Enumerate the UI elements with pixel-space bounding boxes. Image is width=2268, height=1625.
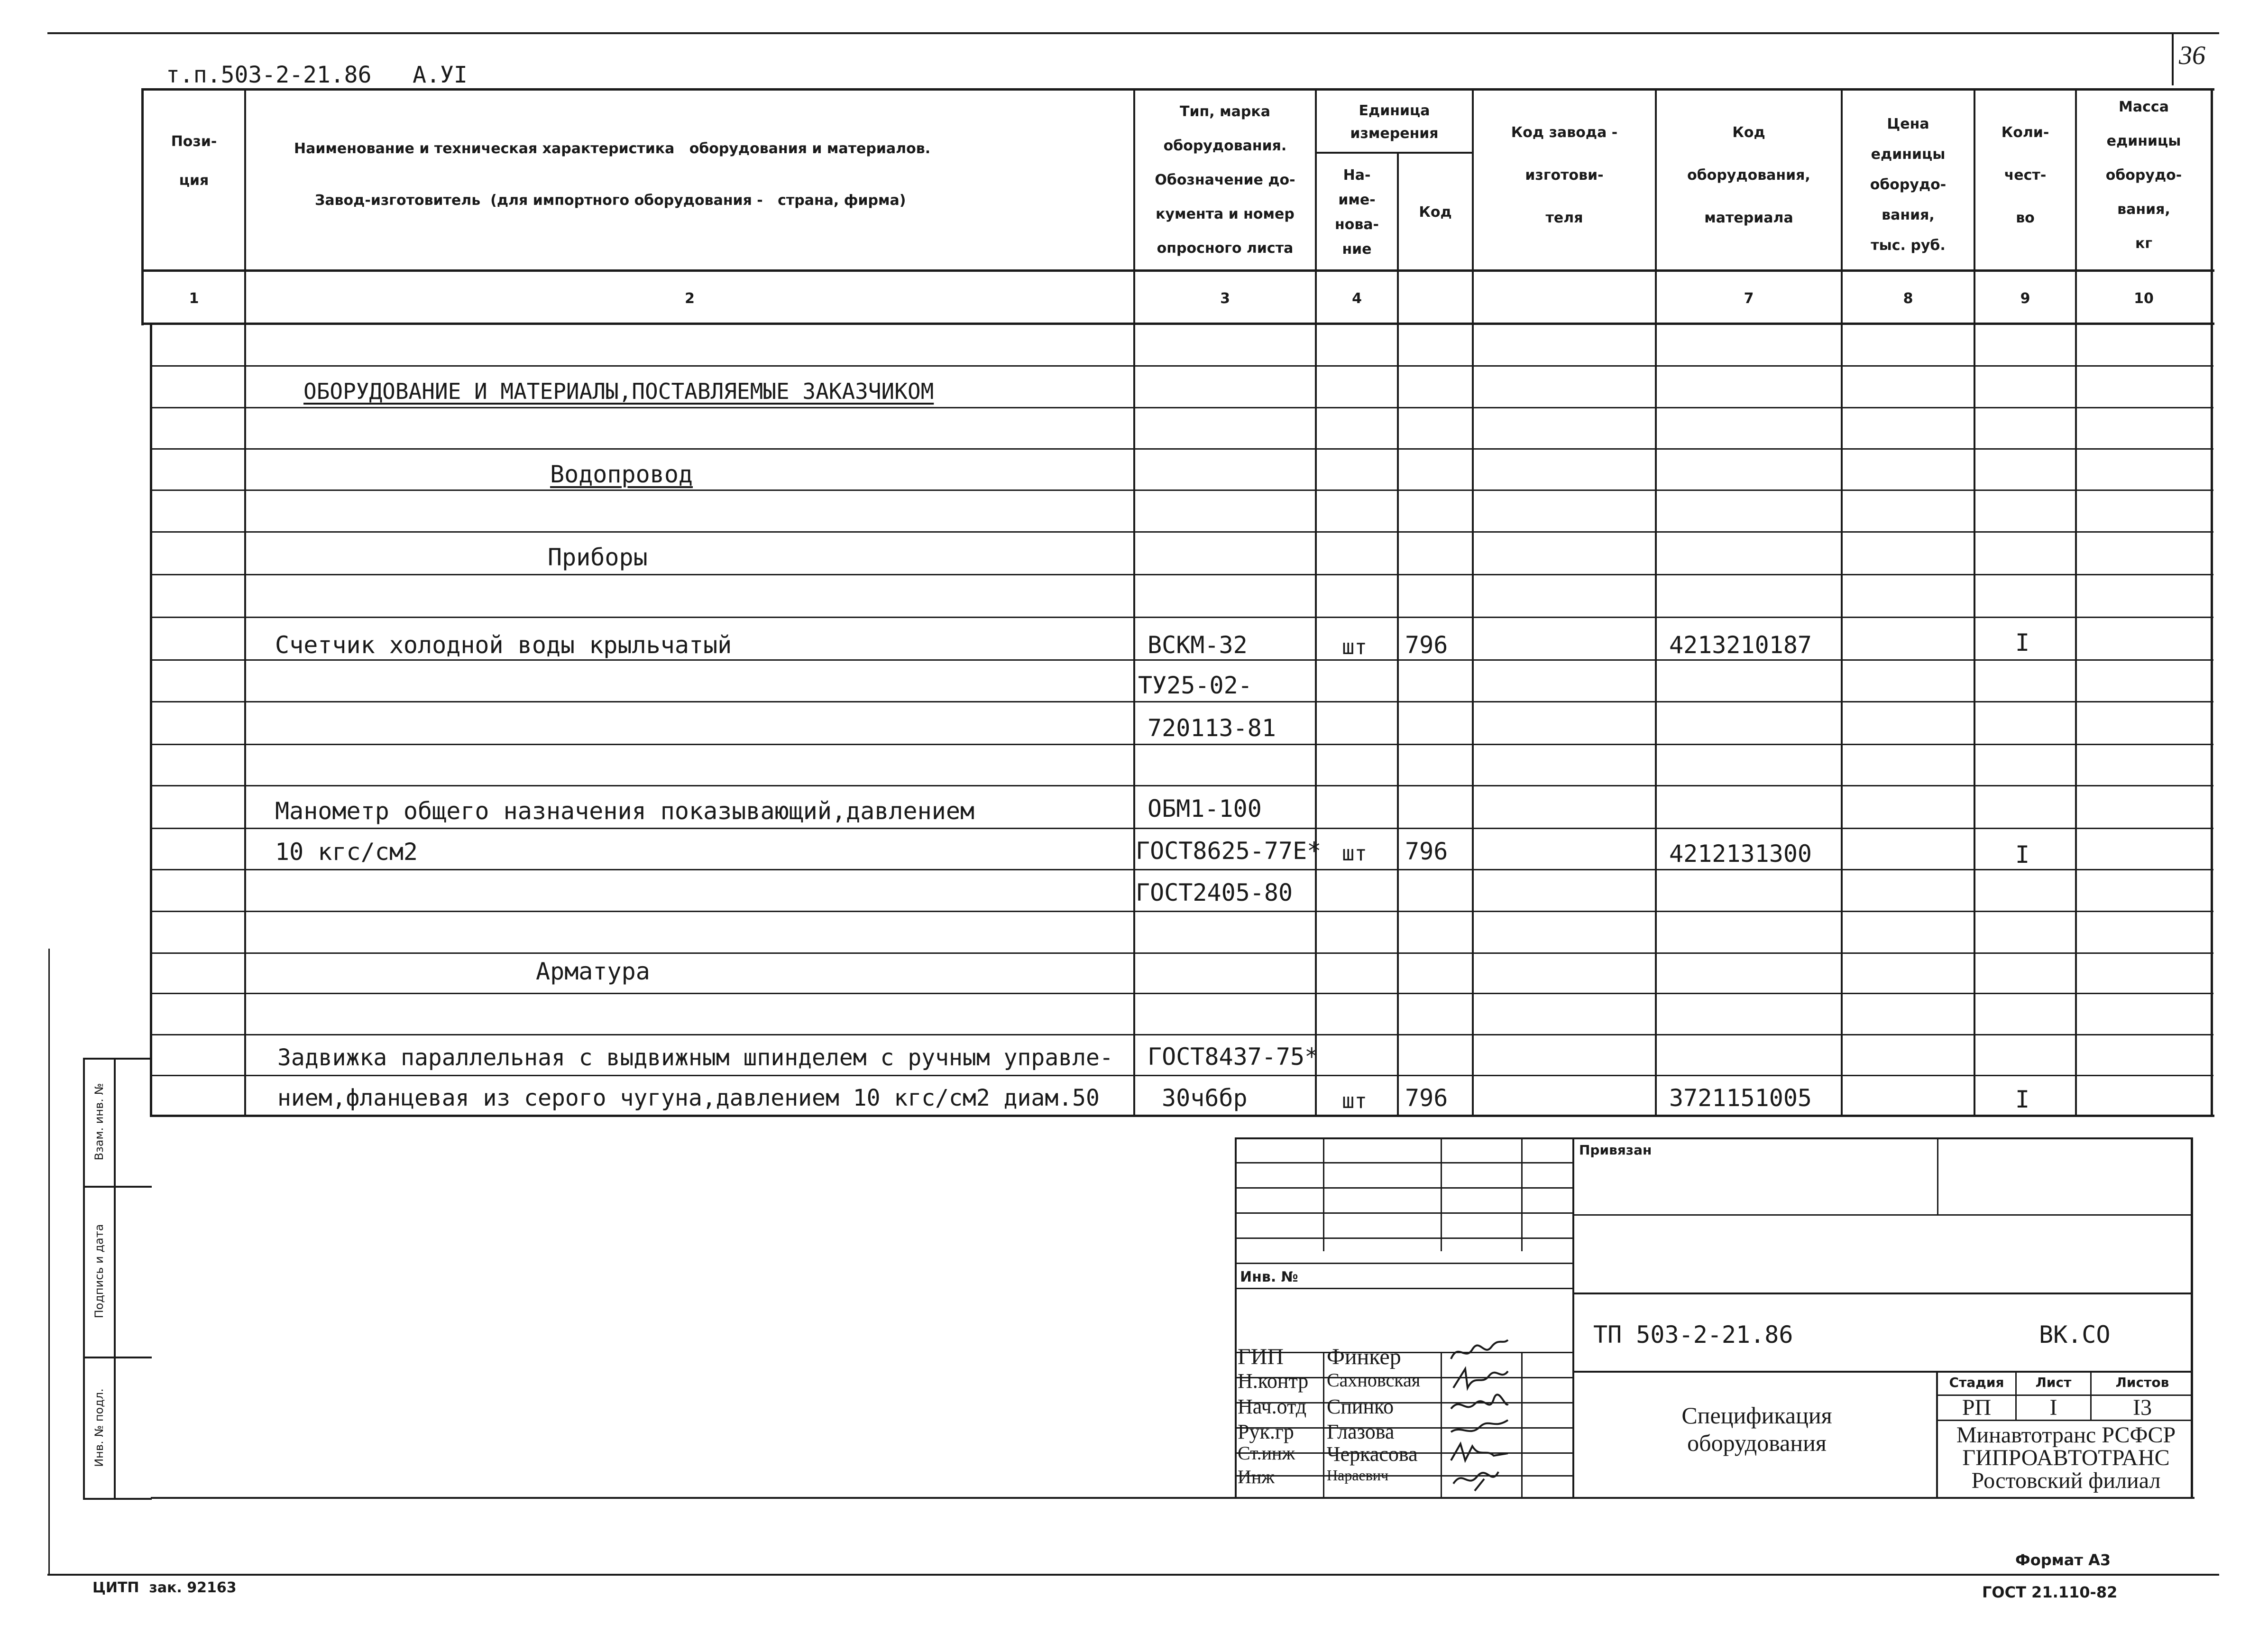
project-code: ТП 503-2-21.86 (1593, 1321, 1793, 1348)
sheets-label: Листов (2115, 1375, 2169, 1390)
header-mass: Масса единицы оборудо- вания, кг (2105, 99, 2182, 252)
bottom-border-line (47, 1574, 2219, 1576)
item-equipment-code: 4213210187 (1669, 631, 1812, 659)
person-name: Финкер (1327, 1344, 1401, 1369)
organization-line: Минавтотранс РСФСР (1956, 1422, 2176, 1448)
role-label: Рук.гр (1238, 1420, 1294, 1443)
item-name: Задвижка параллельная с выдвижным шпинделем с ручным управле- (277, 1044, 1113, 1071)
role-label: Н.контр (1238, 1369, 1309, 1393)
header-price: Цена единицы оборудо- вания, тыс. руб. (1870, 116, 1947, 254)
sheet-label: Лист (2035, 1375, 2072, 1390)
column-number: 4 (1352, 290, 1362, 307)
sheet-value: I (2049, 1395, 2057, 1420)
stamp-replace-inv: Взам. инв. № (92, 1083, 106, 1161)
header-plant-code: Код завода - изготови- теля (1511, 124, 1618, 226)
item-type: ГОСТ2405-80 (1136, 879, 1293, 906)
header-name-line2: Завод-изготовитель (для импортного оборудования - страна, фирма) (315, 192, 906, 209)
document-title: Спецификация оборудования (1681, 1402, 1832, 1456)
column-number: 2 (685, 290, 695, 307)
item-name: Манометр общего назначения показывающий,давлением (275, 797, 975, 825)
organization-line: Ростовский филиал (1971, 1468, 2161, 1493)
table-top-line (141, 88, 2214, 91)
person-name: Черкасова (1327, 1442, 1418, 1466)
header-type: Тип, марка оборудования. Обозначение до- кумента и номер опросного листа (1155, 103, 1295, 257)
person-name: Сахновская (1327, 1369, 1421, 1391)
section-title: ОБОРУДОВАНИЕ И МАТЕРИАЛЫ,ПОСТАВЛЯЕМЫЕ ЗАКАЗЧИКОМ (303, 379, 934, 404)
header-unit-name: На- име- нова- ние (1334, 166, 1379, 258)
signature-icon (1446, 1338, 1513, 1366)
item-type: ГОСТ8437-75* (1148, 1043, 1319, 1071)
header-equipment-code: Код оборудования, материала (1687, 124, 1810, 226)
signature-icon (1446, 1364, 1513, 1393)
bound-label: Привязан (1579, 1142, 1652, 1158)
header-bottom-line (141, 269, 2214, 272)
column-number: 8 (1903, 290, 1913, 307)
item-unit: шт (1342, 635, 1367, 659)
column-number: 1 (189, 290, 199, 307)
top-border-line (47, 32, 2219, 34)
stage-label: Стадия (1949, 1375, 2004, 1390)
item-quantity: I (2015, 1086, 2030, 1113)
page-number: 36 (2179, 41, 2205, 70)
role-label: ГИП (1238, 1344, 1284, 1369)
item-type: 30ч6бр (1162, 1084, 1248, 1112)
column-number: 9 (2020, 290, 2030, 307)
header-position: Пози- ция (171, 133, 217, 189)
item-name: Счетчик холодной воды крыльчатый (275, 631, 732, 659)
column-number: 7 (1744, 290, 1754, 307)
header-name-line1: Наименование и техническая характеристика оборудования и материалов. (294, 140, 931, 157)
format-label: Формат А3 (2015, 1551, 2111, 1569)
role-label: Инж (1238, 1466, 1275, 1487)
header-quantity: Коли- чест- во (2001, 124, 2049, 226)
stage-value: РП (1962, 1395, 1992, 1420)
gost-label: ГОСТ 21.110-82 (1982, 1583, 2118, 1601)
item-name: нием,фланцевая из серого чугуна,давлением 10 кгс/см2 диам.50 (277, 1085, 1100, 1111)
item-unit-code: 796 (1405, 1084, 1448, 1112)
inv-label: Инв. № (1240, 1269, 1298, 1285)
item-unit-code: 796 (1405, 631, 1448, 659)
item-unit: шт (1342, 841, 1367, 866)
numbers-bottom-line (141, 323, 2214, 325)
item-equipment-code: 4212131300 (1669, 840, 1812, 868)
item-unit: шт (1342, 1089, 1367, 1113)
stamp-sign-date: Подпись и дата (92, 1224, 106, 1319)
signature-icon (1446, 1390, 1513, 1418)
sheets-value: I3 (2133, 1395, 2152, 1420)
stamp-inv-orig: Инв. № подл. (92, 1388, 106, 1467)
group-title-fittings: Арматура (536, 958, 650, 985)
print-code: ЦИТП зак. 92163 (92, 1579, 237, 1596)
table-bottom-line (151, 1115, 2214, 1117)
signature-icon (1446, 1465, 1513, 1493)
column-number: 3 (1220, 290, 1230, 307)
item-type: 720113-81 (1148, 714, 1276, 742)
item-unit-code: 796 (1405, 838, 1448, 865)
organization-line: ГИПРОАВТОТРАНС (1962, 1445, 2170, 1470)
page-number-box-left (2172, 33, 2174, 85)
sheet-code: ВК.СО (2039, 1321, 2111, 1348)
person-name: Глазова (1327, 1420, 1395, 1443)
item-quantity: I (2015, 841, 2030, 868)
left-border-line (48, 949, 50, 1575)
role-label: Ст.инж (1238, 1442, 1295, 1464)
item-type: ГОСТ8625-77Е* (1136, 837, 1322, 865)
role-label: Нач.отд (1238, 1395, 1307, 1418)
subsection-title: Водопровод (550, 461, 693, 488)
person-name: Спинко (1327, 1395, 1394, 1418)
item-name: 10 кгс/см2 (275, 838, 418, 866)
item-type: ВСКМ-32 (1148, 631, 1248, 659)
signature-icon (1446, 1439, 1513, 1468)
item-equipment-code: 3721151005 (1669, 1084, 1812, 1112)
item-type: ОБМ1-100 (1148, 795, 1262, 822)
group-title-instruments: Приборы (548, 544, 648, 571)
item-quantity: I (2015, 629, 2030, 656)
person-name: Нараевич (1327, 1467, 1389, 1484)
header-unit: Единица измерения (1350, 102, 1439, 142)
column-number: 10 (2134, 290, 2154, 307)
header-unit-code: Код (1419, 203, 1452, 221)
document-code: т.п.503-2-21.86 А.УI (166, 62, 468, 88)
item-type: ТУ25-02- (1138, 672, 1252, 699)
